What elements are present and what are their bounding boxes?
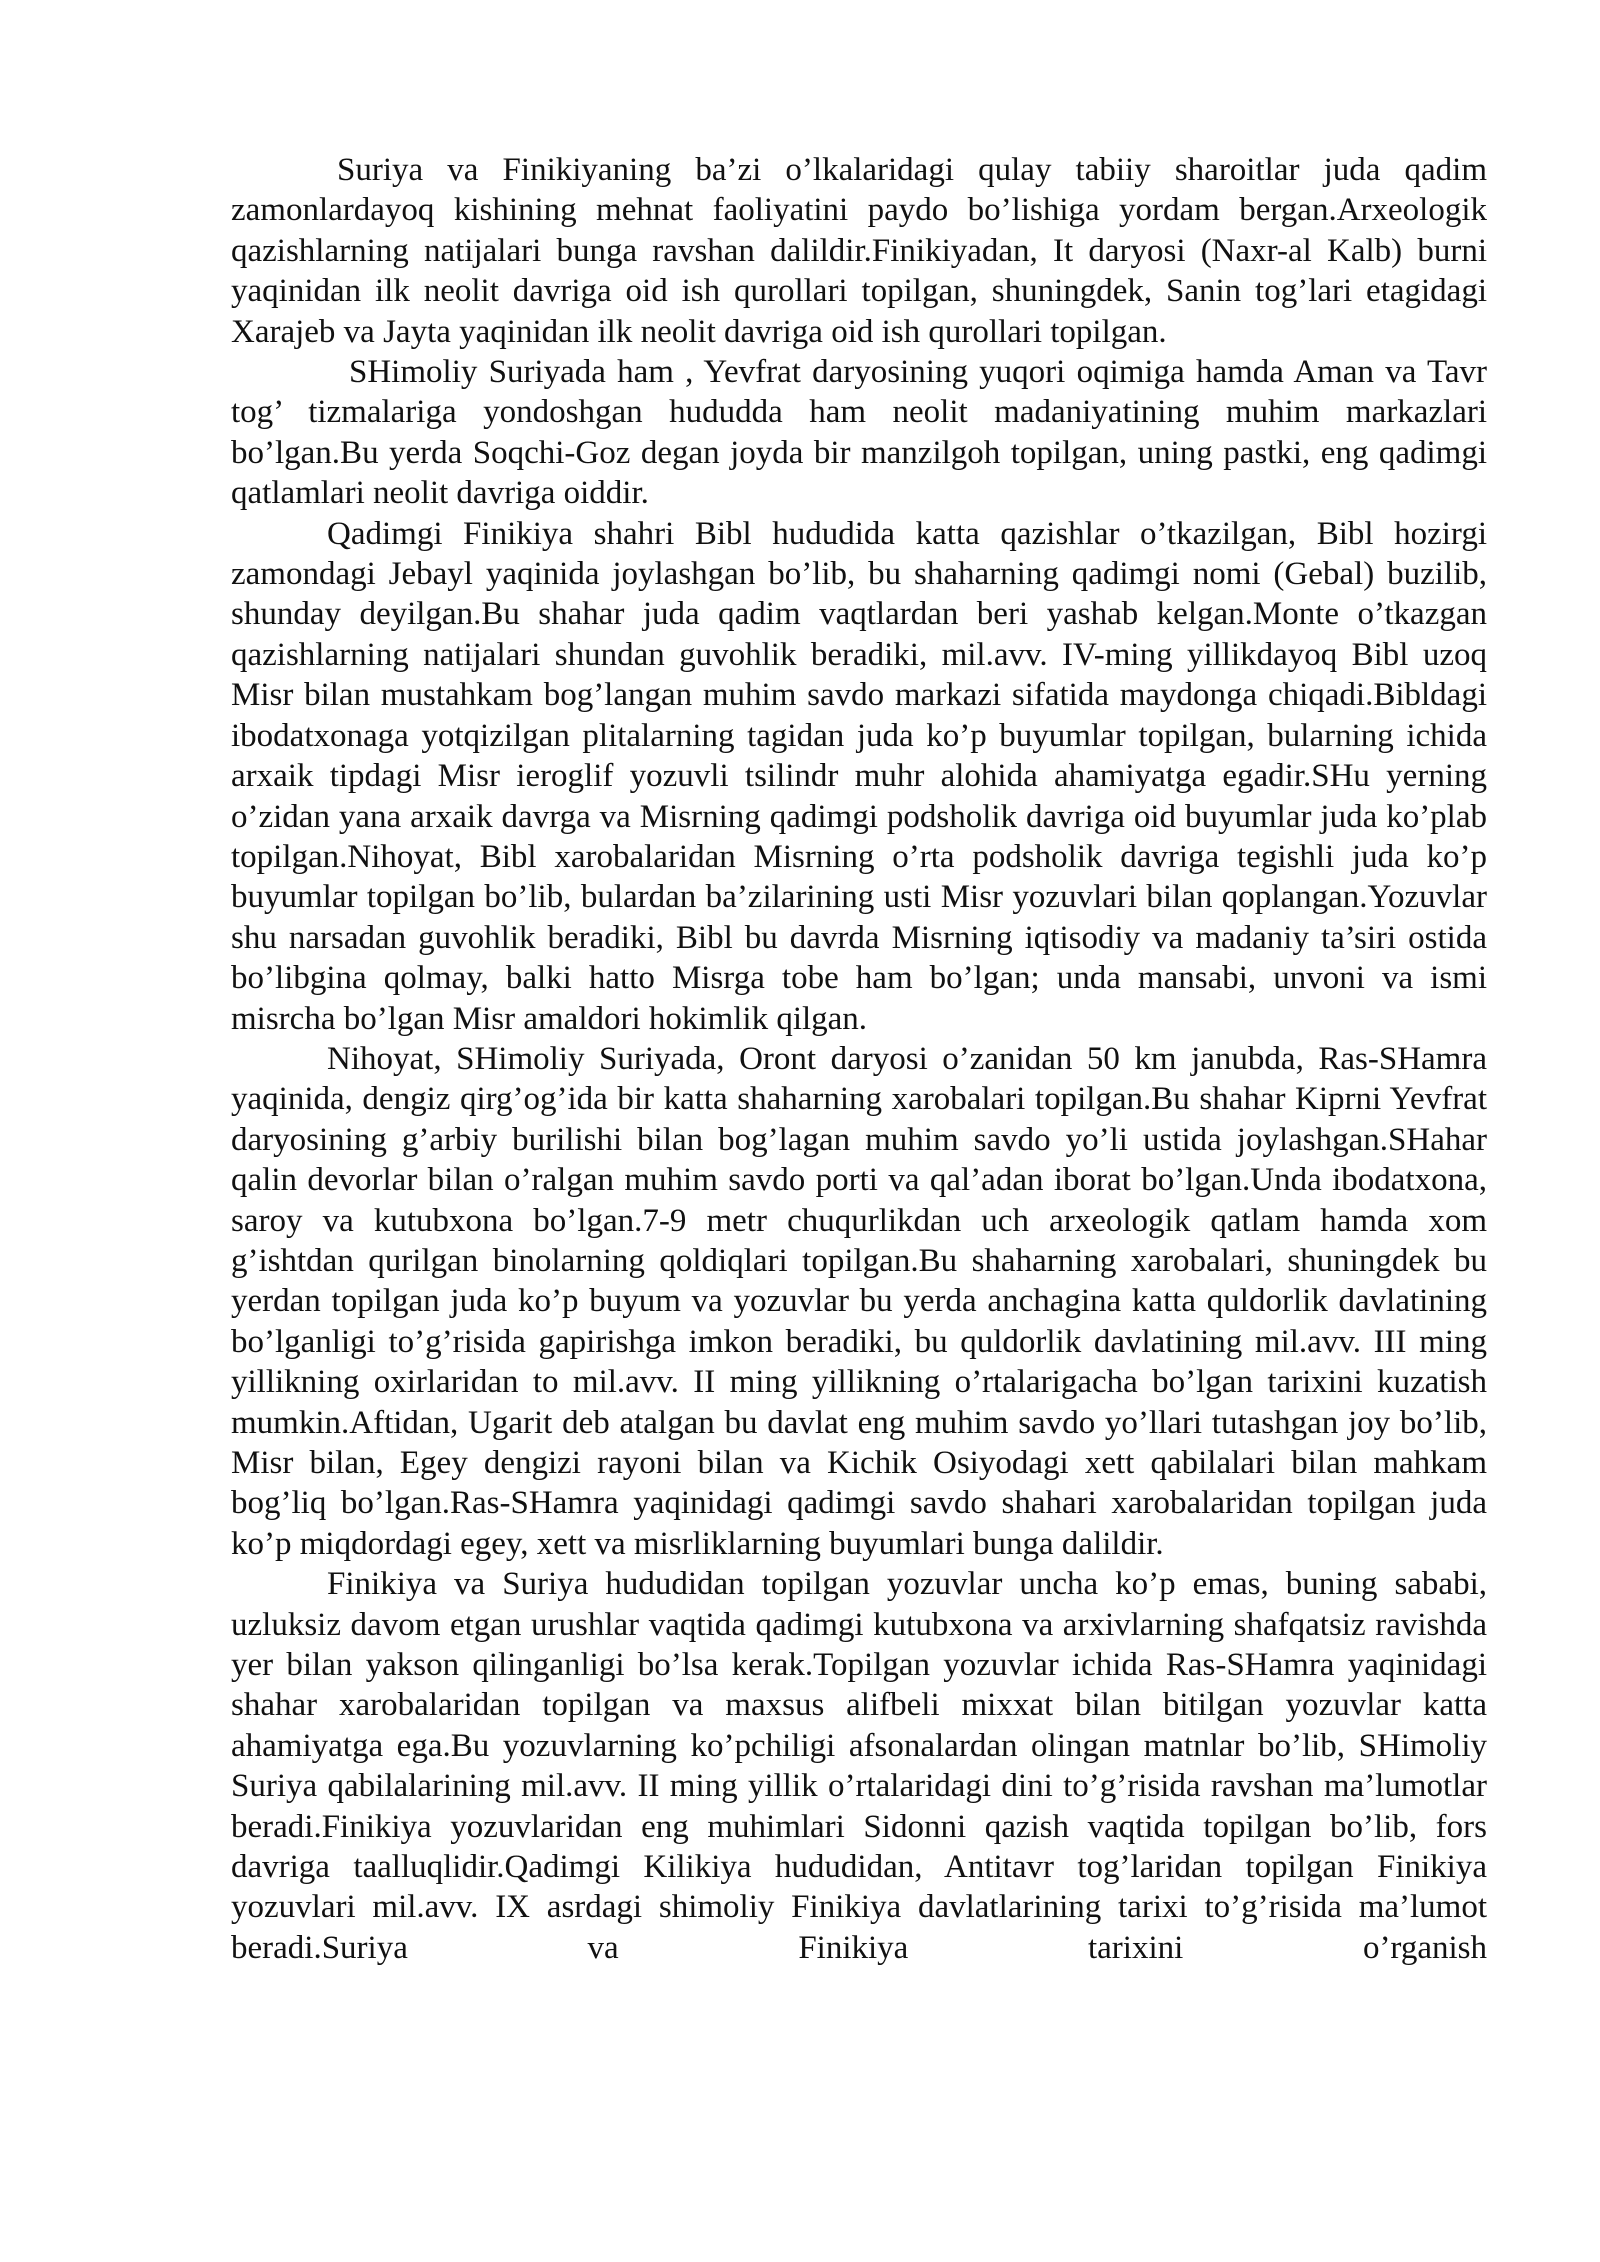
paragraph-2: SHimoliy Suriyada ham , Yevfrat daryosining yuqori oqimiga hamda Aman va Tavr tog’ tizmalariga yondoshgan hududda ham neolit madaniyatining muhim markazlari bo’lgan.Bu yerda Soqchi-Goz degan joyda bir manzilgoh topilgan, uning pastki, eng qadimgi qatlamlari neolit davriga oiddir. xyxy=(231,354,1487,512)
paragraph-4: Nihoyat, SHimoliy Suriyada, Oront daryosi o’zanidan 50 km janubda, Ras-SHamra yaqinida, dengiz qirg’og’ida bir katta shaharning xarobalari topilgan.Bu shahar Kiprni Yevfrat daryosining g’arbiy burilishi bilan bog’lagan muhim savdo yo’li ustida joylashgan.SHahar qalin devorlar bilan o’ralgan muhim savdo porti va qal’adan iborat bo’lgan.Unda ibodatxona, saroy va kutubxona bo’lgan.7-9 metr chuqurlikdan uch arxeologik qatlam hamda xom g’ishtdan qurilgan binolarning qoldiqlari topilgan.Bu shaharning xarobalari, shuningdek bu yerdan topilgan juda ko’p buyum va yozuvlar bu yerda anchagina katta quldorlik davlatining bo’lganligi to’g’risida gapirishga imkon beradiki, bu quldorlik davlatining mil.avv. III ming yillikning oxirlaridan to mil.avv. II ming yillikning o’rtalarigacha bo’lgan tarixini kuzatish mumkin.Aftidan, Ugarit deb atalgan bu davlat eng muhim savdo yo’llari tutashgan joy bo’lib, Misr bilan, Egey dengizi rayoni bilan va Kichik Osiyodagi xett qabilalari bilan mahkam bog’liq bo’lgan.Ras-SHamra yaqinidagi qadimgi savdo shahari xarobalaridan topilgan juda ko’p miqdordagi egey, xett va misrliklarning buyumlari bunga dalildir. xyxy=(231,1040,1487,1562)
paragraph-1: Suriya va Finikiyaning ba’zi o’lkalaridagi qulay tabiiy sharoitlar juda qadim zamonlardayoq kishining mehnat faoliyatini paydo bo’lishiga yordam bergan.Arxeologik qazishlarning natijalari bunga ravshan dalildir.Finikiyadan, It daryosi (Naxr-al Kalb) burni yaqinidan ilk neolit davriga oid ish qurollari topilgan, shuningdek, Sanin tog’lari etagidagi Xarajeb va Jayta yaqinidan ilk neolit davriga oid ish qurollari topilgan. xyxy=(231,152,1487,350)
paragraph-5: Finikiya va Suriya hududidan topilgan yozuvlar uncha ko’p emas, buning sababi, uzluksiz davom etgan urushlar vaqtida qadimgi kutubxona va arxivlarning shafqatsiz ravishda yer bilan yakson qilinganligi bo’lsa kerak.Topilgan yozuvlar ichida Ras-SHamra yaqinidagi shahar xarobalaridan topilgan va maxsus alifbeli mixxat bilan bitilgan yozuvlar katta ahamiyatga ega.Bu yozuvlarning ko’pchiligi afsonalardan olingan matnlar bo’lib, SHimoliy Suriya qabilalarining mil.avv. II ming yillik o’rtalaridagi dini to’g’risida ravshan ma’lumotlar beradi.Finikiya yozuvlaridan eng muhimlari Sidonni qazish vaqtida topilgan bo’lib, fors davriga taalluqlidir.Qadimgi Kilikiya hududidan, Antitavr tog’laridan topilgan Finikiya yozuvlari mil.avv. IX asrdagi shimoliy Finikiya davlatlarining tarixi to’g’risida ma’lumot beradi.Suriya va Finikiya tarixini o’rganish xyxy=(231,1566,1487,1966)
paragraph-3: Qadimgi Finikiya shahri Bibl hududida katta qazishlar o’tkazilgan, Bibl hozirgi zamondagi Jebayl yaqinida joylashgan bo’lib, bu shaharning qadimgi nomi (Gebal) buzilib, shunday deyilgan.Bu shahar juda qadim vaqtlardan beri yashab kelgan.Monte o’tkazgan qazishlarning natijalari shundan guvohlik beradiki, mil.avv. IV-ming yillikdayoq Bibl uzoq Misr bilan mustahkam bog’langan muhim savdo markazi sifatida maydonga chiqadi.Bibldagi ibodatxonaga yotqizilgan plitalarning tagidan juda ko’p buyumlar topilgan, bularning ichida arxaik tipdagi Misr ieroglif yozuvli tsilindr muhr alohida ahamiyatga egadir.SHu yerning o’zidan yana arxaik davrga va Misrning qadimgi podsholik davriga oid buyumlar juda ko’plab topilgan.Nihoyat, Bibl xarobalaridan Misrning o’rta podsholik davriga tegishli juda ko’p buyumlar topilgan bo’lib, bulardan ba’zilarining usti Misr yozuvlari bilan qoplangan.Yozuvlar shu narsadan guvohlik beradiki, Bibl bu davrda Misrning iqtisodiy va madaniy ta’siri ostida bo’libgina qolmay, balki hatto Misrga tobe ham bo’lgan; unda mansabi, unvoni va ismi misrcha bo’lgan Misr amaldori hokimlik qilgan. xyxy=(231,515,1487,1037)
document-page xyxy=(231,150,1487,1968)
